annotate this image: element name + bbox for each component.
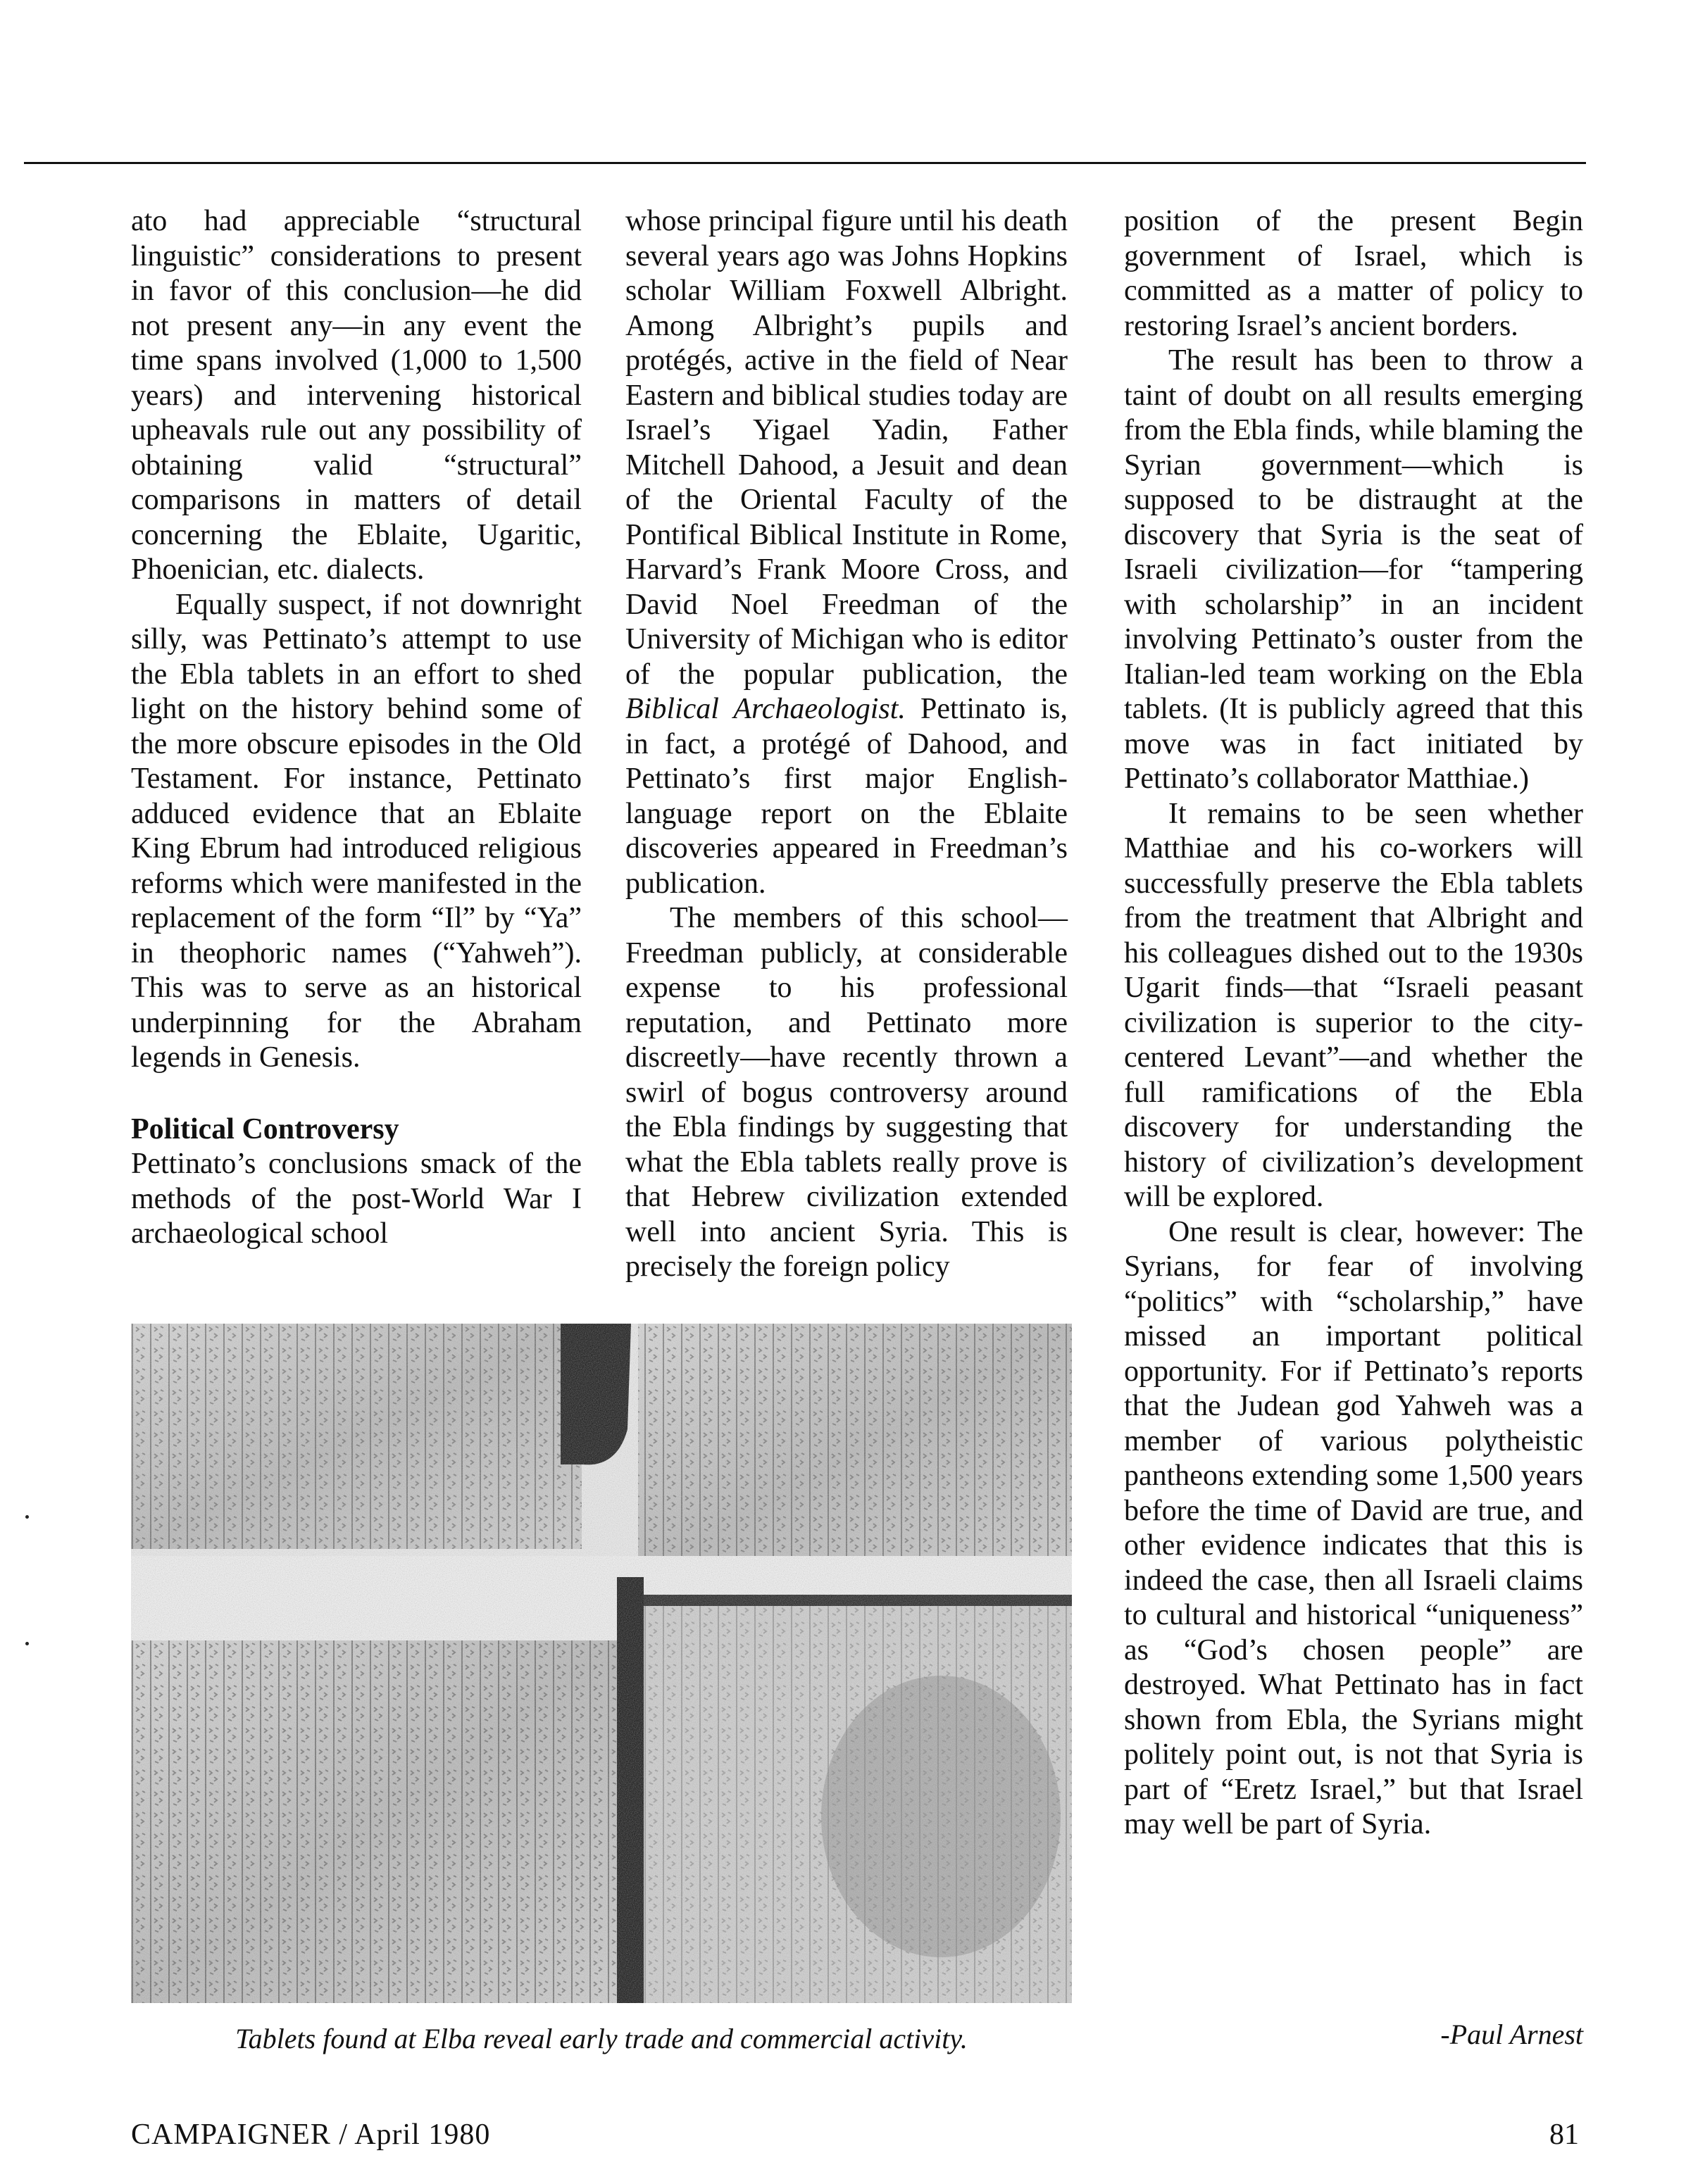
top-rule — [24, 162, 1586, 164]
photo-caption: Tablets found at Elba reveal early trade and commercial activity. — [235, 2023, 968, 2054]
column-1 — [131, 204, 582, 1252]
col2-paragraph-1 — [625, 204, 1068, 901]
scan-mark — [25, 1515, 29, 1519]
ebla-tablets-photo — [131, 1324, 1072, 2003]
scan-mark — [25, 1642, 29, 1645]
col2-p1-text-a: whose principal figure until his death several years ago was Johns Hopkins scholar William Foxwell Albright. Among Albright’s pupils and protégés, active in the field of Near Eastern and biblical studies today are Israel’s Yigael Yadin, Father Mitchell Dahood, a Jesuit and dean of the Oriental Faculty of the Pontifical Biblical Institute in Rome, Harvard’s Frank Moore Cross, and David Noel Freedman of the University of Michigan who is editor of the popular publication, the — [625, 205, 1068, 691]
journal-title: Biblical Archaeologist. — [625, 693, 906, 725]
col3-paragraph-2: The result has been to throw a taint of doubt on all results emerging from the Ebla finds, while blaming the Syrian government—which is supposed to be distraught at the discovery that Syria is the seat of Israeli civilization—for “tampering with scholarship” in an incident involving Pettinato’s ouster from the Italian-led team working on the Ebla tablets. (It is publicly agreed that this move was in fact initiated by Pettinato’s collaborator Matthiae.) — [1124, 344, 1583, 795]
col2-p1-text-b: Pettinato is, in fact, a protégé of Dahood, and Pettinato’s first major English-language report on the Eblaite discoveries appeared in Freedman’s publication. — [625, 693, 1068, 900]
column-3 — [1124, 204, 1583, 1843]
section-heading: Political Controversy — [131, 1112, 399, 1146]
col1-paragraph-1: ato had appreciable “structural linguistic” considerations to present in favor of this conclusion—he did not present any—in any event the time spans involved (1,000 to 1,500 years) and intervening historical upheavals rule out any possibility of obtaining valid “structural” comparisons in matters of detail concerning the Eblaite, Ugaritic, Phoenician, etc. dialects. — [131, 205, 582, 586]
author-byline: -Paul Arnest — [1440, 2019, 1583, 2050]
footer-publication: CAMPAIGNER / April 1980 — [131, 2119, 491, 2151]
col3-paragraph-3: It remains to be seen whether Matthiae and his co-workers will successfully preserve the Ebla tablets from the treatment that Albright and his colleagues dished out to the 1930s Ugarit finds—that “Israeli peasant civilization is superior to the city-centered Levant”—and whether the full ramifications of the Ebla discovery for understanding the history of civilization’s development will be explored. — [1124, 797, 1583, 1213]
col3-paragraph-4: One result is clear, however: The Syrians, for fear of involving “politics” with “scholarship,” have missed an important political opportunity. For if Pettinato’s reports that the Judean god Yahweh was a member of various polytheistic pantheons extending some 1,500 years before the time of David are true, and other evidence indicates that this is indeed the case, then all Israeli claims to cultural and historical “uniqueness” as “God’s chosen people” are destroyed. What Pettinato has in fact shown from Ebla, the Syrians might politely point out, is not that Syria is part of “Eretz Israel,” but that Israel may well be part of Syria. — [1124, 1215, 1583, 1840]
col1-paragraph-3: Pettinato’s conclusions smack of the methods of the post-World War I archaeological school — [131, 1148, 582, 1250]
column-2 — [625, 204, 1068, 1285]
col1-paragraph-2: Equally suspect, if not downright silly, was Pettinato’s attempt to use the Ebla tablets in an effort to shed light on the history behind some of the more obscure episodes in the Old Testament. For instance, Pettinato adduced evidence that an Eblaite King Ebrum had introduced religious reforms which were manifested in the replacement of the form “Il” by “Ya” in theophoric names (“Yahweh”). This was to serve as an historical underpinning for the Abraham legends in Genesis. — [131, 588, 582, 1074]
col3-paragraph-1: position of the present Begin government of Israel, which is committed as a matter of policy to restoring Israel’s ancient borders. — [1124, 205, 1583, 342]
page-number: 81 — [1549, 2119, 1579, 2151]
col2-paragraph-2: The members of this school—Freedman publicly, at considerable expense to his professional reputation, and Pettinato more discreetly—have recently thrown a swirl of bogus controversy around the Ebla findings by suggesting that what the Ebla tablets really prove is that Hebrew civilization extended well into ancient Syria. This is precisely the foreign policy — [625, 902, 1068, 1283]
